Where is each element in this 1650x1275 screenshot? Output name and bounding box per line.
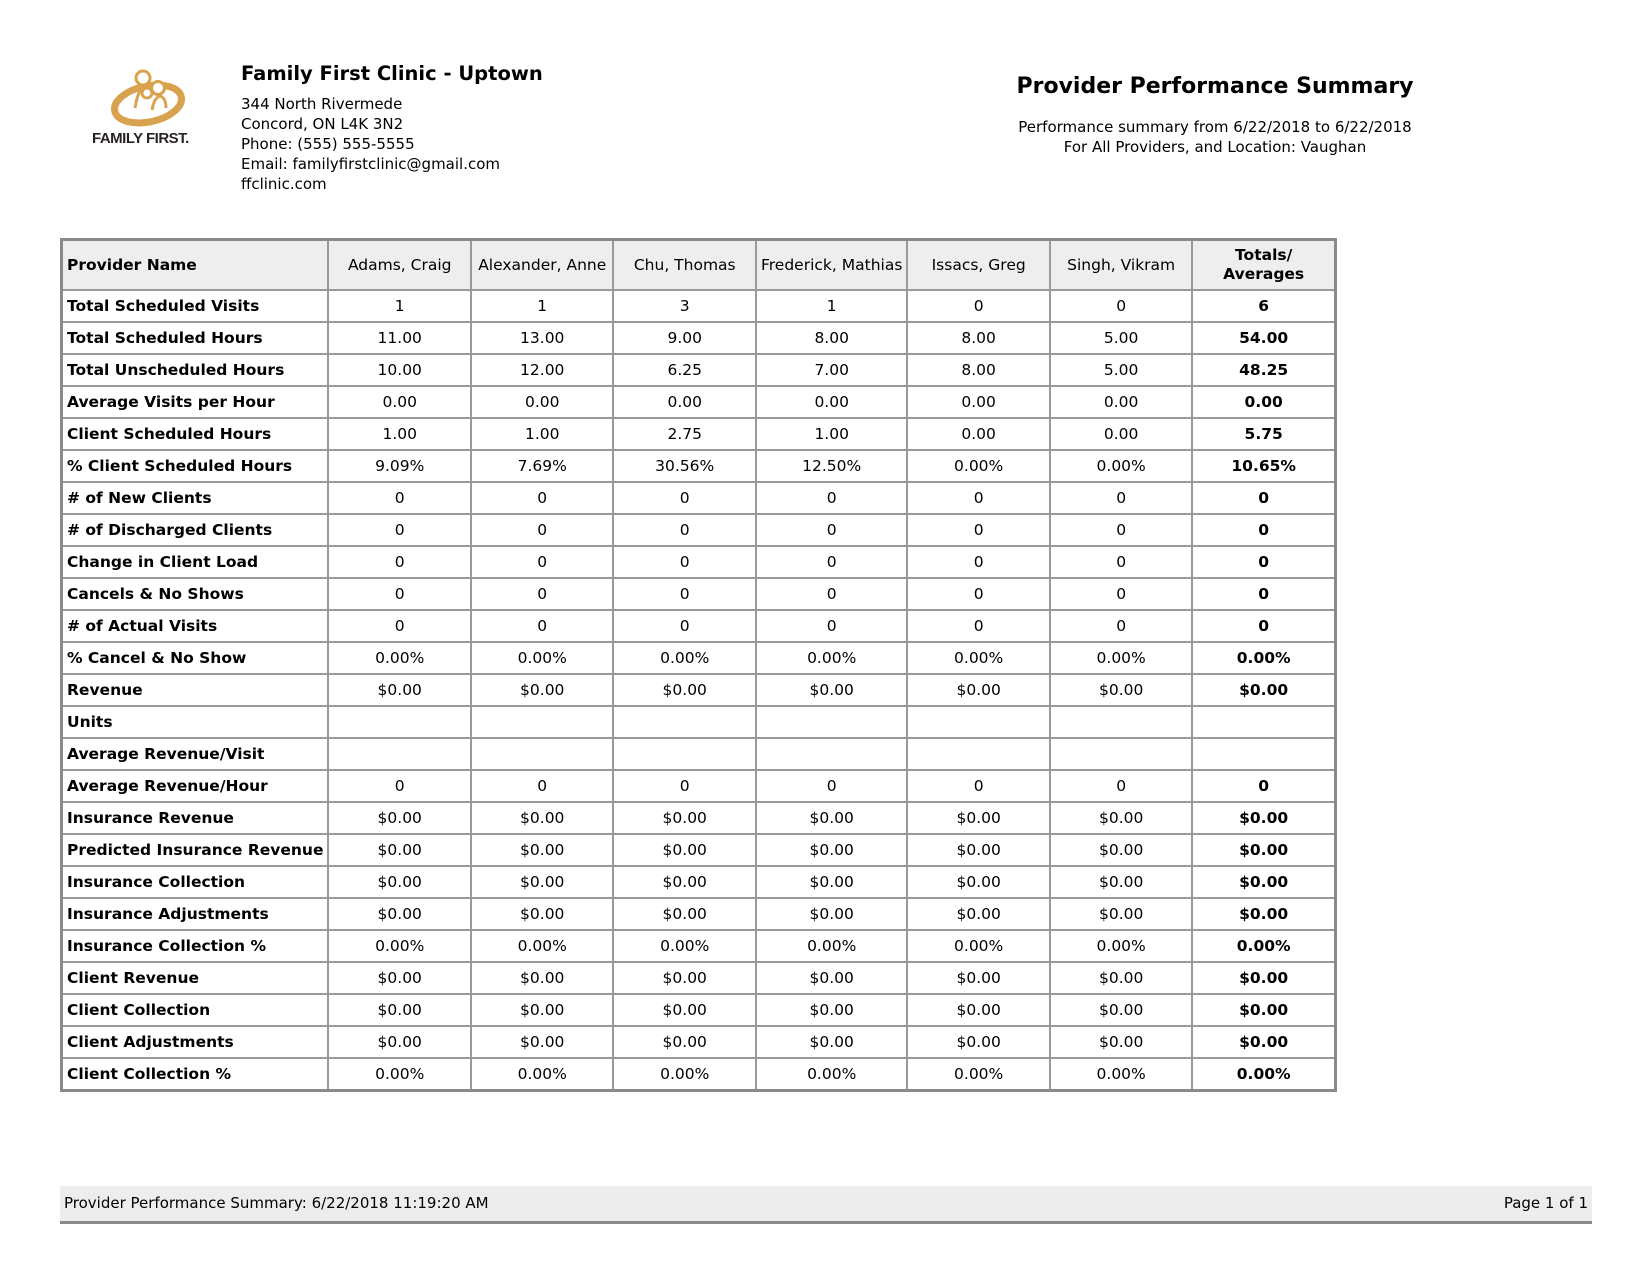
provider-value-cell: 1.00 <box>328 418 471 450</box>
row-label: Change in Client Load <box>62 546 329 578</box>
provider-value-cell: $0.00 <box>756 674 907 706</box>
provider-value-cell: $0.00 <box>471 898 614 930</box>
provider-value-cell: 0.00% <box>1050 930 1193 962</box>
provider-value-cell: 0.00% <box>907 930 1050 962</box>
report-title: Provider Performance Summary <box>1016 74 1414 99</box>
clinic-address-line2: Concord, ON L4K 3N2 <box>241 115 404 133</box>
report-date-range: Performance summary from 6/22/2018 to 6/22/2018 <box>1018 118 1412 136</box>
total-value-cell: 0 <box>1192 578 1335 610</box>
provider-value-cell: 0 <box>328 610 471 642</box>
table-header-row <box>62 240 1336 291</box>
provider-value-cell: $0.00 <box>907 674 1050 706</box>
logo-wordmark: FAMILY FIRST. <box>92 130 189 147</box>
table-row <box>62 962 1336 994</box>
provider-value-cell: 10.00 <box>328 354 471 386</box>
provider-value-cell <box>1050 738 1193 770</box>
table-row <box>62 450 1336 482</box>
provider-value-cell: 0.00% <box>613 930 756 962</box>
provider-value-cell: 0.00 <box>756 386 907 418</box>
table-row <box>62 578 1336 610</box>
provider-value-cell: 0 <box>328 482 471 514</box>
provider-value-cell: 9.09% <box>328 450 471 482</box>
provider-value-cell: $0.00 <box>471 802 614 834</box>
row-label: Average Visits per Hour <box>62 386 329 418</box>
provider-value-cell: 0 <box>471 770 614 802</box>
provider-value-cell: 8.00 <box>907 354 1050 386</box>
provider-value-cell: 1 <box>756 290 907 322</box>
provider-value-cell: $0.00 <box>613 802 756 834</box>
total-value-cell: $0.00 <box>1192 802 1335 834</box>
family-logo-icon <box>88 68 218 130</box>
provider-value-cell: 0.00% <box>613 1058 756 1091</box>
provider-value-cell: 0 <box>756 546 907 578</box>
provider-value-cell <box>756 738 907 770</box>
provider-value-cell: 0 <box>328 546 471 578</box>
table-row <box>62 642 1336 674</box>
provider-value-cell: 9.00 <box>613 322 756 354</box>
provider-value-cell <box>471 738 614 770</box>
provider-value-cell: 11.00 <box>328 322 471 354</box>
provider-value-cell: 0 <box>756 578 907 610</box>
row-label: # of New Clients <box>62 482 329 514</box>
provider-value-cell: $0.00 <box>1050 866 1193 898</box>
clinic-info <box>241 62 543 194</box>
table-row <box>62 706 1336 738</box>
column-header-provider: Issacs, Greg <box>907 240 1050 291</box>
provider-value-cell: 0 <box>613 546 756 578</box>
total-value-cell: 5.75 <box>1192 418 1335 450</box>
table-row <box>62 418 1336 450</box>
provider-value-cell: 0 <box>613 610 756 642</box>
table-row <box>62 1058 1336 1091</box>
table-row <box>62 674 1336 706</box>
provider-value-cell: 12.50% <box>756 450 907 482</box>
total-value-cell: 54.00 <box>1192 322 1335 354</box>
provider-value-cell: 0.00% <box>471 1058 614 1091</box>
column-header-totals <box>1192 240 1335 291</box>
provider-value-cell <box>471 706 614 738</box>
provider-value-cell: 7.69% <box>471 450 614 482</box>
total-value-cell: $0.00 <box>1192 898 1335 930</box>
provider-value-cell: $0.00 <box>1050 1026 1193 1058</box>
provider-value-cell: $0.00 <box>613 898 756 930</box>
total-value-cell: $0.00 <box>1192 866 1335 898</box>
column-header-provider: Frederick, Mathias <box>756 240 907 291</box>
provider-value-cell: $0.00 <box>328 898 471 930</box>
column-header-provider: Adams, Craig <box>328 240 471 291</box>
column-header-provider: Alexander, Anne <box>471 240 614 291</box>
provider-value-cell: 0 <box>613 770 756 802</box>
column-header-provider: Chu, Thomas <box>613 240 756 291</box>
provider-value-cell: 1 <box>471 290 614 322</box>
total-value-cell: $0.00 <box>1192 994 1335 1026</box>
provider-value-cell: 0 <box>1050 770 1193 802</box>
row-label: Average Revenue/Visit <box>62 738 329 770</box>
provider-value-cell: 0.00% <box>471 642 614 674</box>
provider-value-cell: $0.00 <box>756 1026 907 1058</box>
provider-value-cell: $0.00 <box>471 834 614 866</box>
provider-value-cell: 0.00% <box>328 642 471 674</box>
provider-value-cell: 0.00% <box>756 1058 907 1091</box>
row-label: Average Revenue/Hour <box>62 770 329 802</box>
provider-value-cell: 0.00% <box>907 1058 1050 1091</box>
clinic-website: ffclinic.com <box>241 175 327 193</box>
provider-value-cell: $0.00 <box>328 834 471 866</box>
totals-header-line2: Averages <box>1223 265 1305 283</box>
provider-value-cell: 0.00 <box>1050 418 1193 450</box>
provider-value-cell: $0.00 <box>1050 898 1193 930</box>
table-row <box>62 738 1336 770</box>
total-value-cell: $0.00 <box>1192 962 1335 994</box>
total-value-cell: 0 <box>1192 546 1335 578</box>
table-row <box>62 354 1336 386</box>
provider-value-cell <box>756 706 907 738</box>
provider-value-cell: 0 <box>328 770 471 802</box>
provider-value-cell: $0.00 <box>756 802 907 834</box>
total-value-cell: 10.65% <box>1192 450 1335 482</box>
report-scope: For All Providers, and Location: Vaughan <box>1063 138 1367 156</box>
provider-value-cell: 5.00 <box>1050 322 1193 354</box>
provider-value-cell: 0.00% <box>907 642 1050 674</box>
provider-value-cell: $0.00 <box>471 1026 614 1058</box>
table-row <box>62 994 1336 1026</box>
provider-value-cell: $0.00 <box>1050 994 1193 1026</box>
footer-page-number: Page 1 of 1 <box>1503 1194 1588 1212</box>
provider-value-cell: $0.00 <box>756 834 907 866</box>
provider-value-cell: 0 <box>907 514 1050 546</box>
provider-value-cell: 0 <box>328 514 471 546</box>
row-label: Client Collection <box>62 994 329 1026</box>
provider-value-cell: 0.00% <box>756 642 907 674</box>
table-row <box>62 322 1336 354</box>
clinic-phone: Phone: (555) 555-5555 <box>241 135 415 153</box>
provider-value-cell: $0.00 <box>1050 962 1193 994</box>
provider-value-cell: 0 <box>756 482 907 514</box>
row-label: % Cancel & No Show <box>62 642 329 674</box>
row-label: Insurance Collection % <box>62 930 329 962</box>
provider-value-cell <box>907 738 1050 770</box>
total-value-cell: 48.25 <box>1192 354 1335 386</box>
table-row <box>62 482 1336 514</box>
provider-value-cell: $0.00 <box>328 866 471 898</box>
table-row <box>62 834 1336 866</box>
provider-value-cell: 0.00% <box>1050 642 1193 674</box>
provider-value-cell: 0 <box>907 610 1050 642</box>
provider-value-cell <box>1050 706 1193 738</box>
provider-value-cell: $0.00 <box>328 674 471 706</box>
provider-value-cell: 0.00 <box>328 386 471 418</box>
provider-value-cell: 0 <box>613 514 756 546</box>
total-value-cell <box>1192 738 1335 770</box>
provider-value-cell <box>907 706 1050 738</box>
provider-value-cell: $0.00 <box>1050 802 1193 834</box>
provider-value-cell: 0.00% <box>907 450 1050 482</box>
provider-value-cell: 6.25 <box>613 354 756 386</box>
provider-value-cell: $0.00 <box>907 1026 1050 1058</box>
table-row <box>62 386 1336 418</box>
provider-value-cell: 0 <box>1050 482 1193 514</box>
provider-value-cell <box>328 738 471 770</box>
provider-value-cell: $0.00 <box>1050 674 1193 706</box>
total-value-cell: $0.00 <box>1192 674 1335 706</box>
provider-value-cell: $0.00 <box>907 994 1050 1026</box>
provider-value-cell: $0.00 <box>907 898 1050 930</box>
provider-value-cell: 0 <box>907 770 1050 802</box>
provider-value-cell <box>613 706 756 738</box>
table-row <box>62 546 1336 578</box>
provider-value-cell: 13.00 <box>471 322 614 354</box>
column-header-provider: Singh, Vikram <box>1050 240 1193 291</box>
provider-value-cell: 1.00 <box>756 418 907 450</box>
footer-report-timestamp: Provider Performance Summary: 6/22/2018 11:19:20 AM <box>64 1194 489 1212</box>
provider-value-cell: 0 <box>471 578 614 610</box>
row-label: Client Revenue <box>62 962 329 994</box>
provider-value-cell: 0 <box>1050 290 1193 322</box>
provider-value-cell: $0.00 <box>613 834 756 866</box>
total-value-cell: 0.00% <box>1192 930 1335 962</box>
provider-value-cell: 0.00 <box>1050 386 1193 418</box>
total-value-cell: 0.00% <box>1192 642 1335 674</box>
clinic-name: Family First Clinic - Uptown <box>241 62 543 85</box>
provider-value-cell: 0 <box>907 578 1050 610</box>
provider-value-cell: $0.00 <box>907 866 1050 898</box>
provider-value-cell: $0.00 <box>756 898 907 930</box>
table-row <box>62 1026 1336 1058</box>
provider-value-cell: 0 <box>1050 514 1193 546</box>
provider-value-cell: 0 <box>613 578 756 610</box>
table-row <box>62 290 1336 322</box>
row-label: # of Discharged Clients <box>62 514 329 546</box>
provider-value-cell: 0.00% <box>756 930 907 962</box>
provider-value-cell: $0.00 <box>756 962 907 994</box>
provider-value-cell: $0.00 <box>1050 834 1193 866</box>
row-label: Client Adjustments <box>62 1026 329 1058</box>
report-header <box>990 74 1440 157</box>
row-label: Units <box>62 706 329 738</box>
table-row <box>62 930 1336 962</box>
column-header-provider-name: Provider Name <box>62 240 329 291</box>
provider-value-cell: 0.00% <box>328 930 471 962</box>
provider-value-cell: 0 <box>756 610 907 642</box>
provider-value-cell: 0 <box>471 610 614 642</box>
provider-value-cell: 1.00 <box>471 418 614 450</box>
provider-value-cell: 0 <box>1050 610 1193 642</box>
row-label: # of Actual Visits <box>62 610 329 642</box>
provider-value-cell: 0 <box>1050 578 1193 610</box>
row-label: Total Scheduled Hours <box>62 322 329 354</box>
table-row <box>62 866 1336 898</box>
row-label: Total Scheduled Visits <box>62 290 329 322</box>
provider-value-cell: 3 <box>613 290 756 322</box>
provider-value-cell: 0 <box>756 514 907 546</box>
row-label: Insurance Revenue <box>62 802 329 834</box>
provider-value-cell: $0.00 <box>328 962 471 994</box>
provider-value-cell: 0.00% <box>613 642 756 674</box>
row-label: Client Scheduled Hours <box>62 418 329 450</box>
table-row <box>62 802 1336 834</box>
total-value-cell: 0 <box>1192 610 1335 642</box>
provider-value-cell: 0 <box>1050 546 1193 578</box>
provider-value-cell: 1 <box>328 290 471 322</box>
provider-value-cell: 0 <box>907 546 1050 578</box>
provider-value-cell: 0 <box>328 578 471 610</box>
total-value-cell: 6 <box>1192 290 1335 322</box>
provider-value-cell: $0.00 <box>613 962 756 994</box>
table-row <box>62 514 1336 546</box>
provider-value-cell: $0.00 <box>471 994 614 1026</box>
provider-value-cell: 0 <box>471 482 614 514</box>
clinic-email: Email: familyfirstclinic@gmail.com <box>241 155 501 173</box>
provider-value-cell: 30.56% <box>613 450 756 482</box>
provider-value-cell: 8.00 <box>756 322 907 354</box>
total-value-cell: $0.00 <box>1192 1026 1335 1058</box>
provider-value-cell: 0.00 <box>907 386 1050 418</box>
provider-value-cell: 0 <box>756 770 907 802</box>
row-label: Cancels & No Shows <box>62 578 329 610</box>
table-row <box>62 898 1336 930</box>
provider-value-cell: 0.00 <box>613 386 756 418</box>
provider-value-cell: 0.00 <box>471 386 614 418</box>
provider-value-cell: 0 <box>471 546 614 578</box>
row-label: Insurance Adjustments <box>62 898 329 930</box>
total-value-cell: 0 <box>1192 514 1335 546</box>
total-value-cell: $0.00 <box>1192 834 1335 866</box>
row-label: Predicted Insurance Revenue <box>62 834 329 866</box>
provider-value-cell: 0 <box>471 514 614 546</box>
provider-value-cell: $0.00 <box>471 674 614 706</box>
provider-value-cell: 2.75 <box>613 418 756 450</box>
provider-value-cell: 12.00 <box>471 354 614 386</box>
total-value-cell <box>1192 706 1335 738</box>
provider-performance-table <box>60 238 1337 1092</box>
row-label: % Client Scheduled Hours <box>62 450 329 482</box>
table-row <box>62 770 1336 802</box>
provider-value-cell: 0.00 <box>907 418 1050 450</box>
provider-value-cell: $0.00 <box>613 674 756 706</box>
total-value-cell: 0 <box>1192 482 1335 514</box>
row-label: Insurance Collection <box>62 866 329 898</box>
provider-value-cell: 8.00 <box>907 322 1050 354</box>
provider-value-cell: $0.00 <box>328 1026 471 1058</box>
provider-value-cell: $0.00 <box>613 994 756 1026</box>
provider-value-cell: $0.00 <box>471 866 614 898</box>
provider-value-cell: $0.00 <box>471 962 614 994</box>
provider-value-cell: 0.00% <box>328 1058 471 1091</box>
provider-value-cell: $0.00 <box>328 802 471 834</box>
provider-value-cell: $0.00 <box>328 994 471 1026</box>
provider-value-cell: 0 <box>907 482 1050 514</box>
provider-value-cell: $0.00 <box>756 866 907 898</box>
provider-value-cell: $0.00 <box>907 962 1050 994</box>
totals-header-line1: Totals/ <box>1235 246 1293 264</box>
provider-value-cell: 0.00% <box>1050 1058 1193 1091</box>
provider-value-cell: 0.00% <box>1050 450 1193 482</box>
provider-value-cell: $0.00 <box>756 994 907 1026</box>
provider-value-cell: 7.00 <box>756 354 907 386</box>
provider-value-cell: $0.00 <box>613 1026 756 1058</box>
provider-value-cell <box>328 706 471 738</box>
page-footer <box>60 1186 1592 1224</box>
table-row <box>62 610 1336 642</box>
row-label: Total Unscheduled Hours <box>62 354 329 386</box>
provider-value-cell: $0.00 <box>613 866 756 898</box>
provider-value-cell: 0 <box>613 482 756 514</box>
provider-value-cell: $0.00 <box>907 802 1050 834</box>
total-value-cell: 0 <box>1192 770 1335 802</box>
provider-value-cell: 0 <box>907 290 1050 322</box>
clinic-address-line1: 344 North Rivermede <box>241 95 403 113</box>
total-value-cell: 0.00 <box>1192 386 1335 418</box>
row-label: Revenue <box>62 674 329 706</box>
provider-value-cell <box>613 738 756 770</box>
provider-value-cell: 0.00% <box>471 930 614 962</box>
provider-value-cell: 5.00 <box>1050 354 1193 386</box>
provider-value-cell: $0.00 <box>907 834 1050 866</box>
row-label: Client Collection % <box>62 1058 329 1091</box>
total-value-cell: 0.00% <box>1192 1058 1335 1091</box>
